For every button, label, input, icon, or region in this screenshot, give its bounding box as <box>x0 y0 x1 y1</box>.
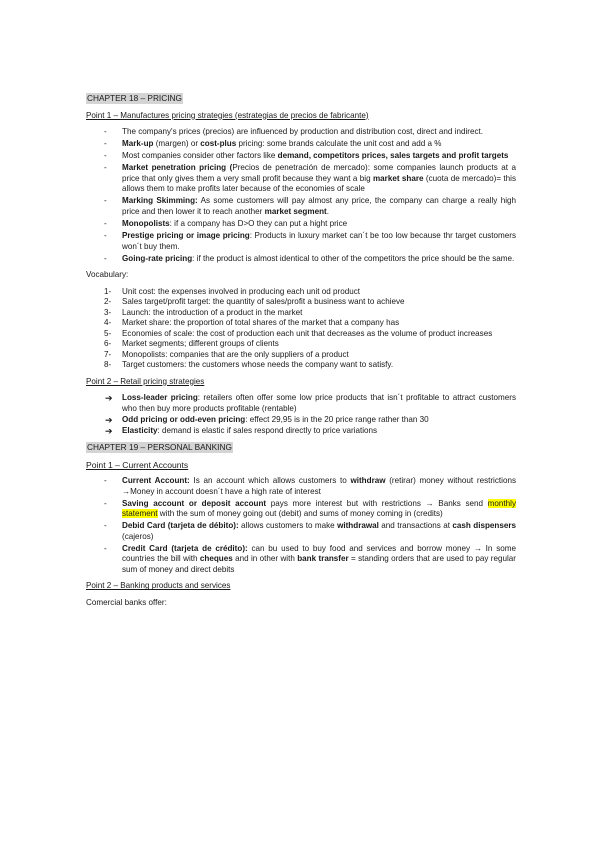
list-item: - Market penetration pricing (Precios de penetración de mercado): some companies launch products at a price that only gives them a very small profit because they want a big market share (cuota de mercado)= this allows them to make profits later because of the economies of scale <box>104 163 517 194</box>
list-item: 3- Launch: the introduction of a product in the market <box>104 307 303 317</box>
list-item: ➔ Odd pricing or odd-even pricing: effect 29,95 is in the 20 price range rather than 30 <box>105 414 429 425</box>
list-item: 4- Market share: the proportion of total shares of the market that a company has <box>104 318 400 328</box>
dash-marker: - <box>104 476 107 486</box>
dash-marker: - <box>104 498 107 508</box>
ch18-point1-heading: Point 1 – Manufactures pricing strategies (estrategias de precios de fabricante) <box>86 110 369 120</box>
chapter-18-title: CHAPTER 18 – PRICING <box>87 93 182 103</box>
list-item: 2- Sales target/profit target: the quantity of sales/profit a business want to achieve <box>104 297 405 307</box>
dash-marker: - <box>104 218 107 228</box>
list-item: 6- Market segments; different groups of clients <box>104 339 279 349</box>
list-item: - Saving account or deposit account pays more interest but with restrictions → Banks send monthly statement with the sum of money going out (debit) and sums of money coming in (credits) <box>104 498 517 519</box>
dash-marker: - <box>104 253 107 263</box>
list-item: - Marking Skimming: As some customers will pay almost any price, the company can charge a really high price and then lower it to reach another market segment. <box>104 196 516 216</box>
dash-marker: - <box>104 127 107 136</box>
list-item: 1- Unit cost: the expenses involved in producing each unit od product <box>104 286 361 296</box>
list-item: ➔ Elasticity: demand is elastic if sales respond directly to price variations <box>105 425 378 436</box>
comercial-banks-text: Comercial banks offer: <box>86 597 167 607</box>
list-item: - Going-rate pricing: if the product is almost identical to other of the competitors the price should be the same. <box>104 253 515 263</box>
list-item: - Most companies consider other factors like demand, competitors prices, sales targets and profit targets <box>104 151 509 161</box>
dash-marker: - <box>104 543 107 553</box>
dash-marker: - <box>104 163 107 173</box>
dash-marker: - <box>104 139 107 149</box>
list-item: - Credit Card (tarjeta de crédito): can bu used to buy food and services and borrow money → In some countries the bill with cheques and in other with bank transfer = standing orders that are used to pay regular sum of money and direct debits <box>104 543 517 574</box>
list-item: - Mark-up (margen) or cost-plus pricing: some brands calculate the unit cost and add a % <box>104 139 442 149</box>
list-item: - The company's prices (precios) are influenced by production and distribution cost, direct and indirect. <box>104 127 484 136</box>
vocabulary-heading: Vocabulary: <box>86 270 129 280</box>
ch19-point2-heading: Point 2 – Banking products and services <box>86 581 231 591</box>
highlighted-text: monthly statement <box>122 498 517 519</box>
list-item: ➔ Loss-leader pricing: retailers often offer some low price products that isn´t profitable to attract customers who then buy more products profitable (rentable) <box>105 393 516 413</box>
arrow-icon: ➔ <box>105 393 113 404</box>
dash-marker: - <box>104 151 107 161</box>
list-item: - Current Account: Is an account which allows customers to withdraw (retirar) money without restrictions →Money in account doesn´t have a high rate of interest <box>104 476 517 496</box>
dash-marker: - <box>104 196 107 206</box>
list-item: - Prestige pricing or image pricing: Products in luxury market can´t be too low because thr target customers won´t buy them. <box>104 231 516 251</box>
list-item: - Monopolists: if a company has D>O they can put a hight price <box>104 218 348 228</box>
dash-marker: - <box>104 231 107 241</box>
arrow-icon: ➔ <box>105 414 113 425</box>
list-item: 7- Monopolists: companies that are the only suppliers of a product <box>104 349 349 359</box>
document-page <box>86 93 516 614</box>
ch18-point2-heading: Point 2 – Retail pricing strategies <box>86 376 205 386</box>
vocabulary-list <box>86 287 516 371</box>
arrow-icon: ➔ <box>105 425 113 436</box>
chapter-19-title: CHAPTER 19 – PERSONAL BANKING <box>87 442 232 453</box>
retail-pricing-list <box>86 393 516 436</box>
list-item: 8- Target customers: the customers whose needs the company want to satisfy. <box>104 360 394 370</box>
ch19-point1-heading: Point 1 – Current Accounts <box>86 459 189 470</box>
list-item: - Debid Card (tarjeta de débito): allows customers to make withdrawal and transactions at cash dispensers (cajeros) <box>104 521 517 541</box>
dash-marker: - <box>104 521 107 531</box>
ch18-point1-list <box>86 127 516 264</box>
list-item: 5- Economies of scale: the cost of production each unit that decreases as the volume of product increases <box>104 328 493 338</box>
ch19-point1-list <box>86 476 516 575</box>
